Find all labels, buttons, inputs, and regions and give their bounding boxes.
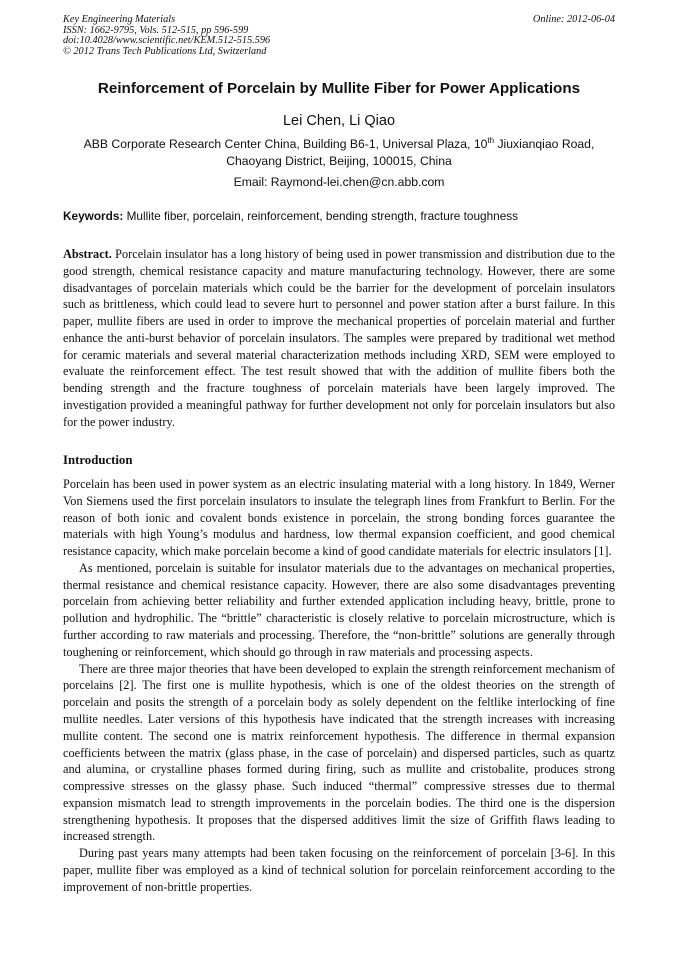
affiliation-superscript: th	[487, 136, 495, 145]
copyright-line: © 2012 Trans Tech Publications Ltd, Switzerland	[63, 45, 267, 57]
intro-paragraph-2: As mentioned, porcelain is suitable for insulator materials due to the advantages on mechanical properties, thermal resistance and chemical resistance capacity. However, there are also some disadvantages preventing porcelain from achieving better reliability and further extended application including heavy, brittle, prone to pollution and hydrophilic. The “brittle” characteristic is closely relative to porcelain microstructure, which is further according to raw materials and processing. Therefore, the “non-brittle” solutions are generally through toughening or reinforcement, which should go through in raw materials and processing aspects.	[63, 560, 615, 659]
intro-paragraph-3: There are three major theories that have been developed to explain the strength reinforcement mechanism of porcelains [2]. The first one is mullite hypothesis, which is one of the oldest theories on the strength of porcelain and posits the strength of a porcelain body as solely dependent on the feltlike interlocking of fine mullite needles. Later versions of this hypothesis have indicated that the strength increases with increasing mullite content. The second one is matrix reinforcement hypothesis. The difference in thermal expansion coefficients between the matrix (glass phase, in the case of porcelain) and dispersed particles, such as quartz and alumina, or crystalline phases formed during firing, such as mullite and cristobalite, produces strong compressive stresses on the glassy phase. Such induced “thermal” compressive stresses due to thermal expansion mismatch lead to strength improvements in the porcelain bodies. The third one is the dispersion strengthening hypothesis. It proposes that the dispersed additives limit the size of Griffith flaws leading to increased strength.	[63, 661, 615, 844]
paper-title: Reinforcement of Porcelain by Mullite Fiber for Power Applications	[97, 80, 581, 97]
journal-header	[63, 15, 615, 57]
affiliation-line-2: Chaoyang District, Beijing, 100015, China	[226, 154, 452, 168]
keywords	[63, 209, 615, 223]
keywords-label: Keywords:	[63, 209, 124, 223]
doi-line: doi:10.4028/www.scientific.net/KEM.512-515.596	[63, 35, 271, 47]
abstract	[63, 246, 615, 431]
journal-name: Key Engineering Materials	[63, 14, 176, 25]
intro-paragraph-4: During past years many attempts had been taken focusing on the reinforcement of porcelain [3-6]. In this paper, mullite fiber was employed as a kind of technical solution for porcelain reinforcement according to the improvement of non-brittle properties.	[63, 846, 615, 894]
online-date: Online: 2012-06-04	[532, 14, 615, 25]
affiliation-part-1: ABB Corporate Research Center China, Building B6-1, Universal Plaza, 10	[83, 137, 488, 151]
abstract-text: Porcelain insulator has a long history of being used in power transmission and distribution due to the good strength, chemical resistance capacity and mature manufacturing technology. However, there are some disadvantages of porcelain materials which could be the barrier for the development of porcelain insulators such as brittleness, which could lead to severe hurt to personnel and power station after a burst failure. In this paper, mullite fibers are used in order to improve the mechanical properties of porcelain material and further enhance the anti-burst behavior of porcelain insulators. The samples were prepared by traditional wet method for ceramic materials and several material characterization methods including XRD, SEM were employed to evaluate the reinforcement effect. The test result showed that with the addition of mullite fibers both the bending strength and the fracture toughness of porcelain materials have been largely improved. The investigation provided a meaningful pathway for further development not only for porcelain insulators but also for the power industry.	[63, 247, 615, 429]
authors: Lei Chen, Li Qiao	[282, 113, 396, 129]
affiliation	[63, 136, 615, 170]
intro-paragraph-1: Porcelain has been used in power system as an electric insulating material with a long history. In 1849, Werner Von Siemens used the first porcelain insulators to insulate the telegraph lines from Frankfurt to Berlin. For the reason of both ionic and covalent bonds existence in porcelain, the strong bonding forces guarantee the materials with high Young’s modulus and hardness, low thermal expansion coefficient, and good chemical resistance capacity, which make porcelain become a kind of good candidate materials for electric insulators [1].	[63, 477, 615, 559]
keywords-text: Mullite fiber, porcelain, reinforcement, bending strength, fracture toughness	[123, 209, 519, 223]
affiliation-part-2: Jiuxianqiao Road,	[494, 137, 595, 151]
author-email: Email: Raymond-lei.chen@cn.abb.com	[233, 175, 445, 189]
issn-line: ISSN: 1662-9795, Vols. 512-515, pp 596-599	[63, 24, 249, 36]
section-heading-introduction: Introduction	[63, 453, 133, 467]
introduction-body	[63, 476, 615, 896]
abstract-label: Abstract.	[63, 247, 112, 261]
